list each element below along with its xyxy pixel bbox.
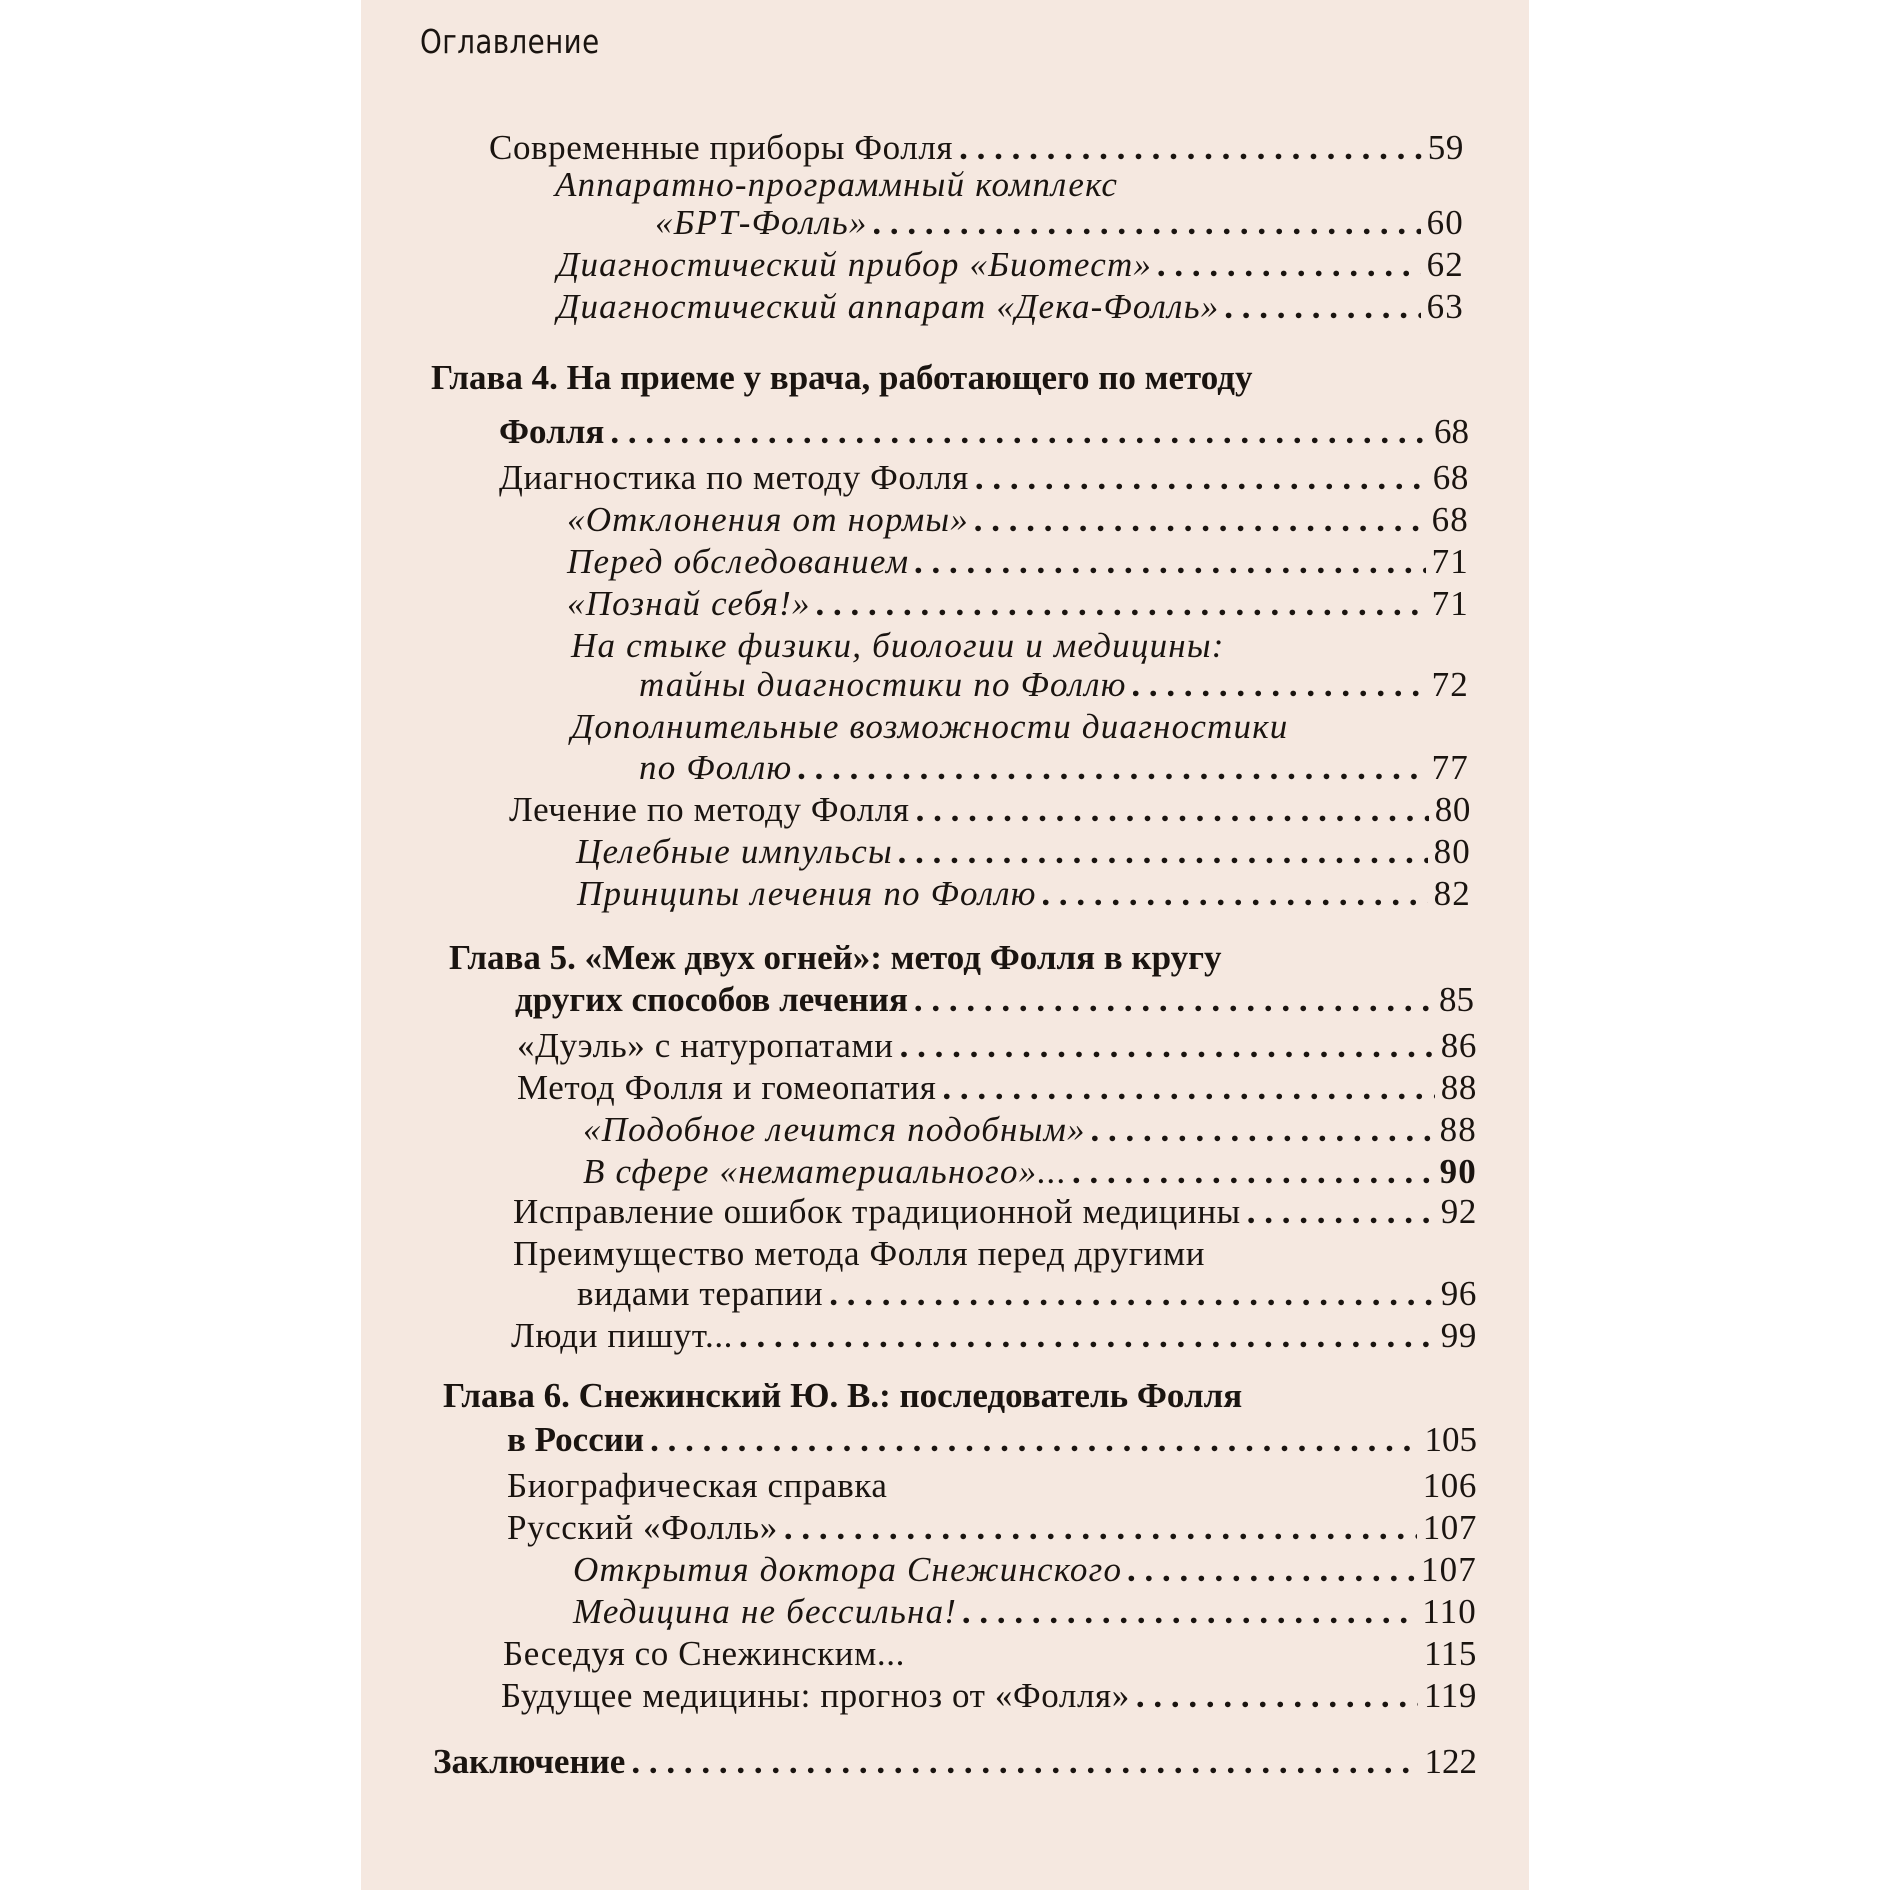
toc-chapter-entry <box>361 938 1529 982</box>
running-head: Оглавление <box>420 22 600 61</box>
toc-page-number: 88 <box>1439 1110 1477 1149</box>
toc-entry <box>361 1152 1529 1196</box>
toc-page-number: 90 <box>1439 1152 1477 1191</box>
toc-chapter-title: Глава 4. На приеме у врача, работающего по методу <box>431 358 1253 397</box>
dot-leader <box>1133 665 1426 705</box>
toc-chapter-title: в России <box>507 1420 645 1459</box>
toc-entry <box>361 1466 1529 1510</box>
toc-page-number: 122 <box>1424 1742 1477 1781</box>
toc-entry-title: Диагностика по методу Фолля <box>499 458 969 497</box>
toc-entry <box>361 203 1529 247</box>
dot-leader <box>817 584 1426 624</box>
toc-entry-title: Беседуя со Снежинским... <box>503 1634 905 1673</box>
toc-page-number: 59 <box>1427 128 1464 167</box>
toc-page-number: 68 <box>1432 458 1469 497</box>
toc-chapter-entry <box>361 980 1529 1024</box>
toc-entry <box>361 790 1529 834</box>
toc-chapter-title: Заключение <box>433 1742 626 1781</box>
dot-leader <box>1247 1192 1435 1232</box>
toc-page-number: 71 <box>1431 542 1469 581</box>
dot-leader <box>963 1592 1416 1632</box>
toc-entry-title: тайны диагностики по Фоллю <box>639 665 1127 704</box>
toc-entry <box>361 1234 1529 1278</box>
toc-entry <box>361 458 1529 502</box>
toc-chapter-title: Глава 5. «Меж двух огней»: метод Фолля в кругу <box>449 938 1222 977</box>
toc-entry <box>361 245 1529 289</box>
dot-leader <box>631 1742 1418 1782</box>
dot-leader <box>798 748 1425 788</box>
toc-entry-title: Современные приборы Фолля <box>489 128 954 167</box>
toc-page-number: 106 <box>1422 1466 1477 1505</box>
toc-page-number: 115 <box>1423 1634 1477 1673</box>
toc-entry-title: Аппаратно-программный комплекс <box>555 165 1119 204</box>
book-page <box>361 0 1529 1890</box>
toc-entry-title: «Дуэль» с натуропатами <box>517 1026 894 1065</box>
toc-entry <box>361 500 1529 544</box>
dot-leader <box>739 1316 1435 1356</box>
toc-chapter-title: Глава 6. Снежинский Ю. В.: последователь Фолля <box>443 1376 1243 1415</box>
toc-entry-title: «Отклонения от нормы» <box>567 500 969 539</box>
toc-chapter-entry <box>361 1376 1529 1420</box>
toc-entry-title: «Подобное лечится подобным» <box>583 1110 1086 1149</box>
dot-leader <box>784 1508 1417 1548</box>
dot-leader <box>916 790 1429 830</box>
toc-chapter-entry <box>361 412 1529 456</box>
dot-leader <box>1073 1152 1433 1192</box>
dot-leader <box>1092 1110 1434 1150</box>
dot-leader <box>874 203 1421 243</box>
toc-page-number: 82 <box>1433 874 1471 913</box>
toc-entry <box>361 1634 1529 1678</box>
toc-page-number: 105 <box>1424 1420 1477 1459</box>
toc-page-number: 63 <box>1426 287 1464 326</box>
toc-entry-title: Диагностический аппарат «Дека-Фолль» <box>557 287 1220 326</box>
toc-entry <box>361 542 1529 586</box>
toc-page-number: 80 <box>1433 832 1471 871</box>
dot-leader <box>1043 874 1428 914</box>
toc-entry-title: Метод Фолля и гомеопатия <box>517 1068 937 1107</box>
toc-entry <box>361 707 1529 751</box>
toc-page-number: 60 <box>1426 203 1464 242</box>
toc-entry-title: Люди пишут... <box>511 1316 734 1355</box>
toc-entry <box>361 1110 1529 1154</box>
toc-entry <box>361 626 1529 670</box>
toc-entry <box>361 874 1529 918</box>
toc-entry <box>361 1676 1529 1720</box>
toc-chapter-title: Фолля <box>499 412 605 451</box>
toc-entry-title: Биографическая справка <box>507 1466 888 1505</box>
toc-entry-title: по Фоллю <box>639 748 793 787</box>
toc-entry <box>361 1192 1529 1236</box>
toc-page-number: 92 <box>1440 1192 1477 1231</box>
toc-page-number: 80 <box>1434 790 1471 829</box>
dot-leader <box>610 412 1428 452</box>
toc-entry <box>361 665 1529 709</box>
toc-page-number: 62 <box>1426 245 1464 284</box>
dot-leader <box>900 1026 1435 1066</box>
toc-page-number: 72 <box>1431 665 1469 704</box>
toc-entry <box>361 1068 1529 1112</box>
toc-entry <box>361 1550 1529 1594</box>
toc-page-number: 85 <box>1439 980 1474 1019</box>
toc-entry <box>361 1592 1529 1636</box>
dot-leader <box>1158 245 1420 285</box>
toc-entry <box>361 1026 1529 1070</box>
toc-chapter-entry <box>361 1742 1529 1786</box>
toc-entry-title: «Познай себя!» <box>567 584 811 623</box>
toc-page-number: 96 <box>1440 1274 1477 1313</box>
toc-entry <box>361 748 1529 792</box>
toc-entry-title: Диагностический прибор «Биотест» <box>557 245 1153 284</box>
dot-leader <box>914 980 1433 1020</box>
toc-page-number: 99 <box>1440 1316 1477 1355</box>
toc-page-number: 68 <box>1434 412 1469 451</box>
toc-chapter-entry <box>361 1420 1529 1464</box>
toc-entry-title: Принципы лечения по Фоллю <box>577 874 1037 913</box>
toc-entry-title: видами терапии <box>577 1274 824 1313</box>
toc-entry-title: Лечение по методу Фолля <box>509 790 910 829</box>
toc-entry-title: Целебные импульсы <box>576 832 893 871</box>
toc-page-number: 119 <box>1423 1676 1477 1715</box>
dot-leader <box>1136 1676 1418 1716</box>
toc-page-number: 86 <box>1440 1026 1477 1065</box>
dot-leader <box>975 500 1426 540</box>
dot-leader <box>899 832 1428 872</box>
dot-leader <box>829 1274 1435 1314</box>
toc-page-number: 71 <box>1431 584 1469 623</box>
toc-chapter-title: других способов лечения <box>515 980 908 1019</box>
toc-entry-title: Преимущество метода Фолля перед другими <box>513 1234 1206 1273</box>
toc-entry <box>361 1316 1529 1360</box>
toc-page-number: 107 <box>1422 1508 1477 1547</box>
toc-page-number: 77 <box>1431 748 1469 787</box>
toc-entry <box>361 832 1529 876</box>
toc-chapter-entry <box>361 358 1529 402</box>
dot-leader <box>942 1068 1434 1108</box>
toc-entry-title: «БРТ-Фолль» <box>655 203 868 242</box>
dot-leader <box>1128 1550 1415 1590</box>
toc-entry-title: На стыке физики, биологии и медицины: <box>571 626 1225 665</box>
toc-entry-title: Перед обследованием <box>567 542 910 581</box>
toc-page-number: 88 <box>1440 1068 1477 1107</box>
toc-page-number: 107 <box>1420 1550 1477 1589</box>
dot-leader <box>915 542 1425 582</box>
dot-leader <box>650 1420 1418 1460</box>
toc-entry-title: Медицина не бессильна! <box>573 1592 958 1631</box>
toc-entry-title: Дополнительные возможности диагностики <box>571 707 1289 746</box>
toc-entry <box>361 584 1529 628</box>
dot-leader <box>975 458 1427 498</box>
toc-entry-title: Исправление ошибок традиционной медицины <box>513 1192 1241 1231</box>
toc-page-number: 110 <box>1422 1592 1477 1631</box>
toc-entry-title: Будущее медицины: прогноз от «Фолля» <box>501 1676 1130 1715</box>
toc-entry-title: Открытия доктора Снежинского <box>573 1550 1123 1589</box>
toc-entry-title: В сфере «нематериального»... <box>583 1152 1068 1191</box>
toc-page-number: 68 <box>1431 500 1469 539</box>
toc-entry-title: Русский «Фолль» <box>507 1508 778 1547</box>
toc-entry <box>361 1508 1529 1552</box>
toc-entry <box>361 1274 1529 1318</box>
toc-entry <box>361 287 1529 331</box>
dot-leader <box>1225 287 1420 327</box>
dot-leader <box>959 128 1422 168</box>
